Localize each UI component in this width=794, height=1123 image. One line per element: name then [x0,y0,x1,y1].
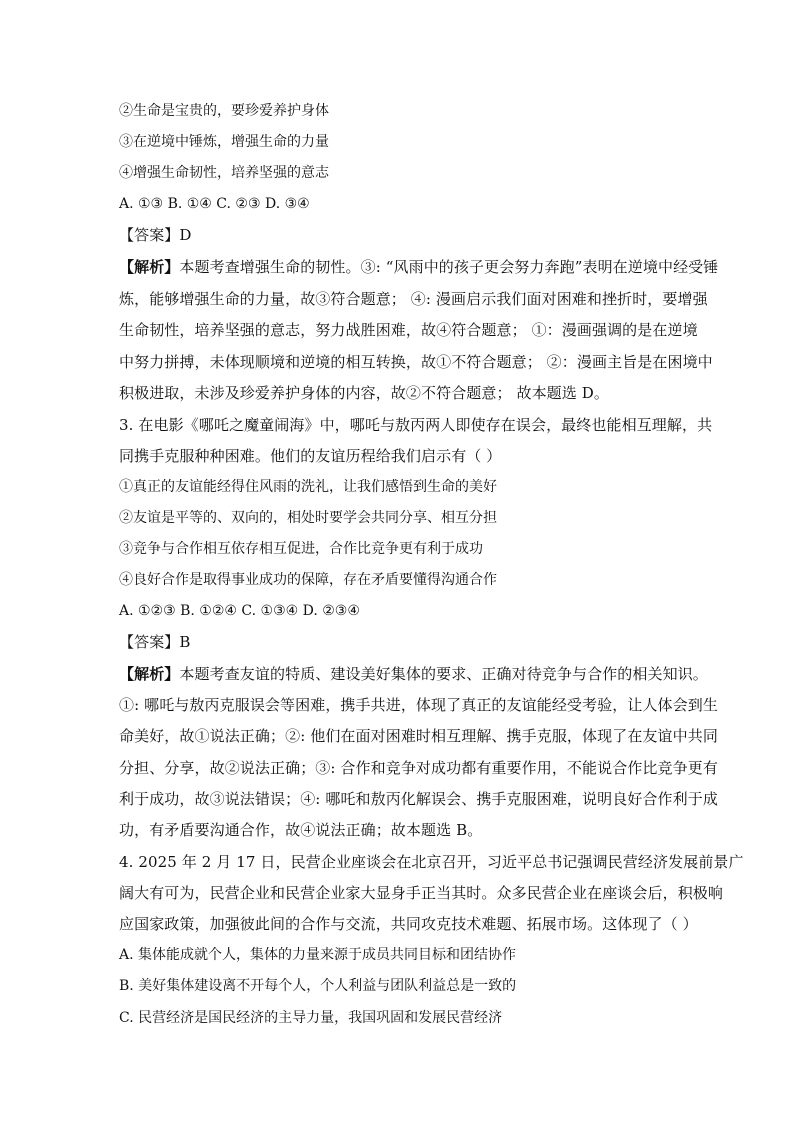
q4-option-c: C. 民营经济是国民经济的主导力量，我国巩固和发展民营经济 [119,1010,503,1026]
q4-option-b: B. 美好集体建设离不开每个人，个人利益与团队利益总是一致的 [119,978,517,994]
q3-analysis-line: ①: 哪吒与敖丙克服误会等困难，携手共进，体现了真正的友谊能经受考验，让人体会到生 [119,696,718,714]
q2-analysis-line: 积极进取，未涉及珍爱养护身体的内容，故②不符合题意； 故本题选 D。 [119,384,609,402]
q4-stem-line: 阔大有可为，民营企业和民营企业家大显身手正当其时。众多民营企业在座谈会后，积极响 [119,884,724,902]
q2-option-3: ③在逆境中锤炼，增强生命的力量 [119,134,329,150]
q3-stem-line: 3. 在电影《哪吒之魔童闹海》中，哪吒与敖丙两人即使存在误会，最终也能相互理解，共 [119,416,713,434]
q3-analysis-line: 利于成功，故③说法错误；④: 哪吒和敖丙化解误会、携手克服困难，说明良好合作利于成 [119,790,718,808]
q3-option-3: ③竞争与合作相互依存相互促进，合作比竞争更有利于成功 [119,541,483,557]
q2-analysis-line [119,257,719,277]
q3-analysis-line: 命美好，故①说法正确；②: 他们在面对困难时相互理解、携手克服，体现了在友谊中共同 [119,727,718,745]
q3-analysis-line [119,664,708,684]
q2-analysis-text: 本题考查增强生命的韧性。③: “风雨中的孩子更会努力奔跑”表明在逆境中经受锤 [179,258,719,276]
q2-answer: 【答案】D [119,226,192,244]
q2-choices: A. ①③ B. ①④ C. ②③ D. ③④ [119,196,310,212]
q3-answer: 【答案】B [119,633,191,651]
q2-option-4: ④增强生命韧性，培养坚强的意志 [119,165,329,181]
q3-analysis-tag: 【解析】 [119,665,180,683]
q3-analysis-text: 本题考查友谊的特质、建设美好集体的要求、正确对待竞争与合作的相关知识。 [179,665,708,683]
q2-option-2: ②生命是宝贵的，要珍爱养护身体 [119,103,329,119]
q4-stem-line: 应国家政策，加强彼此间的合作与交流，共同攻克技术难题、拓展市场。这体现了（ ） [119,915,698,933]
q3-option-1: ①真正的友谊能经得住风雨的洗礼，让我们感悟到生命的美好 [119,479,497,495]
q3-option-2: ②友谊是平等的、双向的，相处时要学会共同分享、相互分担 [119,510,497,526]
q2-analysis-tag: 【解析】 [119,258,180,276]
q3-stem-line: 同携手克服种种困难。他们的友谊历程给我们启示有（ ） [119,447,502,465]
q2-analysis-line: 生命韧性，培养坚强的意志，努力战胜困难，故④符合题意； ①：漫画强调的是在逆境 [119,321,698,339]
q3-analysis-line: 功，有矛盾要沟通合作，故④说法正确；故本题选 B。 [119,821,483,839]
q4-stem-line: 4. 2025 年 2 月 17 日，民营企业座谈会在北京召开，习近平总书记强调民营经济发展前景广 [119,853,744,871]
q4-option-a: A. 集体能成就个人，集体的力量来源于成员共同目标和团结协作 [119,947,517,963]
q2-analysis-line: 中努力拼搏，未体现顺境和逆境的相互转换，故①不符合题意； ②：漫画主旨是在困境中 [119,353,713,371]
q3-option-4: ④良好合作是取得事业成功的保障，存在矛盾要懂得沟通合作 [119,572,497,588]
q2-analysis-line: 炼，能够增强生命的力量，故③符合题意； ④: 漫画启示我们面对困难和挫折时，要增强 [119,290,708,308]
q3-analysis-line: 分担、分享，故②说法正确；③: 合作和竞争对成功都有重要作用，不能说合作比竞争更有 [119,759,718,777]
q3-choices: A. ①②③ B. ①②④ C. ①③④ D. ②③④ [119,603,360,619]
